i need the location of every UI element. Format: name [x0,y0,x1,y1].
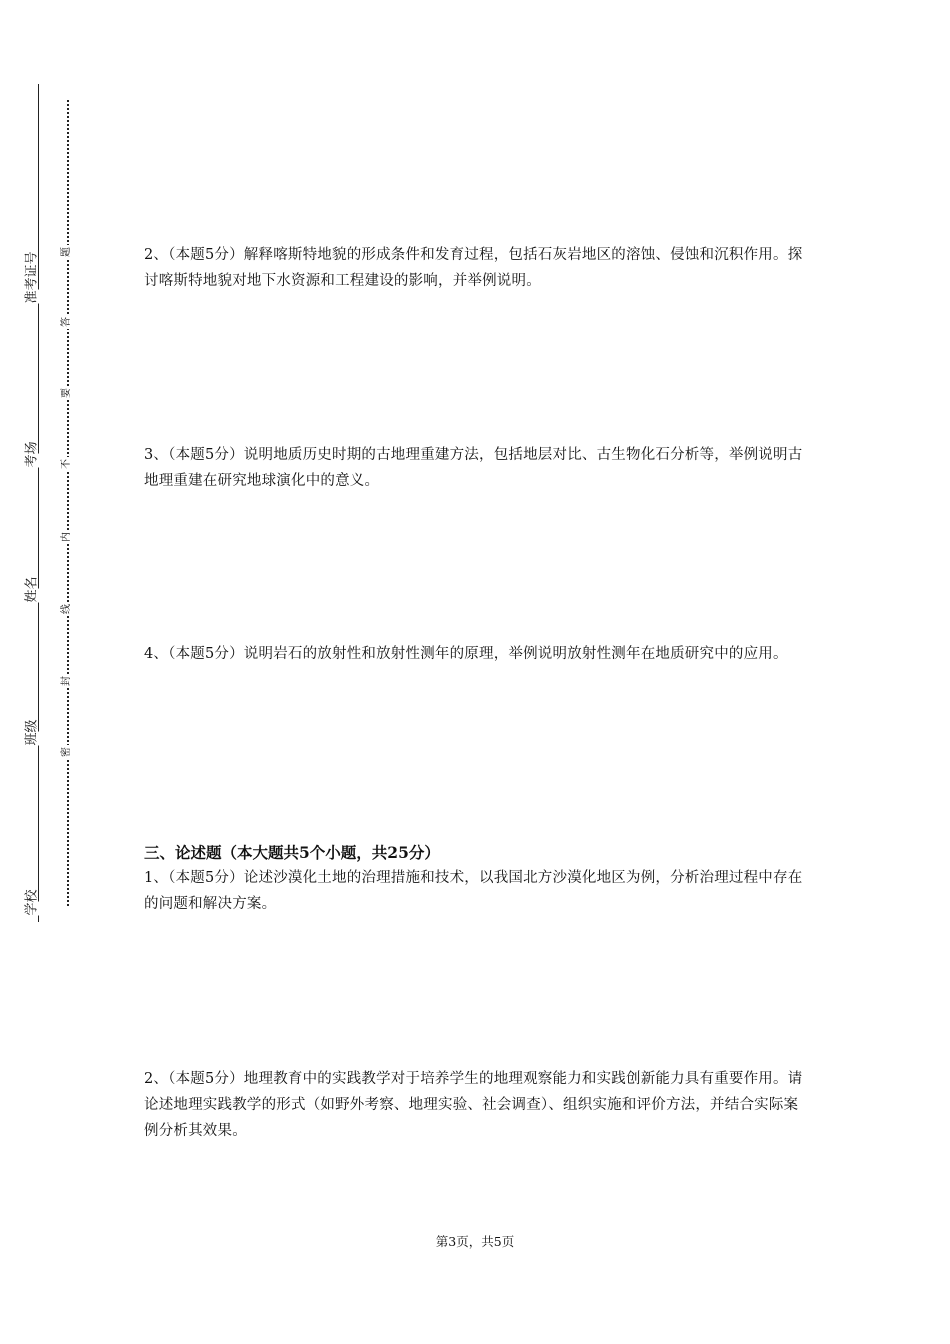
binding-solid-line [38,84,39,922]
binding-margin [0,0,90,1344]
seal-char: 封 [61,676,72,686]
question-text: 2、（本题5分）解释喀斯特地貌的形成条件和发育过程，包括石灰岩地区的溶蚀、侵蚀和沉积作用。探讨喀斯特地貌对地下水资源和工程建设的影响，并举例说明。 [144,247,803,289]
page-number: 第3页，共5页 [435,1234,515,1249]
question-text: 2、（本题5分）地理教育中的实践教学对于培养学生的地理观察能力和实践创新能力具有重要作用。请论述地理实践教学的形式（如野外考察、地理实验、社会调查）、组织实施和评价方法，并结合实际案例分析其效果。 [144,1071,803,1139]
question-text: 4、（本题5分）说明岩石的放射性和放射性测年的原理，举例说明放射性测年在地质研究中的应用。 [144,646,788,662]
seal-char: 题 [61,247,72,257]
seal-char: 不 [61,459,72,469]
section-heading: 三、论述题（本大题共5个小题，共25分） [144,843,440,862]
exam-id-label: 准考证号 [22,290,43,304]
seal-char: 线 [61,604,72,614]
exam-room-label: 考场 [22,454,43,468]
question-text: 1、（本题5分）论述沙漠化土地的治理措施和技术，以我国北方沙漠化地区为例，分析治理过程中存在的问题和解决方案。 [144,870,803,912]
seal-char: 答 [61,317,72,327]
seal-char: 密 [61,747,72,757]
seal-dotted-line [67,100,69,906]
class-label: 班级 [22,732,43,746]
seal-char: 内 [61,532,72,542]
seal-char: 要 [61,388,72,398]
school-label: 学校 [22,902,43,916]
name-label: 姓名 [22,589,43,603]
question-text: 3、（本题5分）说明地质历史时期的古地理重建方法，包括地层对比、古生物化石分析等，举例说明古地理重建在研究地球演化中的意义。 [144,447,803,489]
